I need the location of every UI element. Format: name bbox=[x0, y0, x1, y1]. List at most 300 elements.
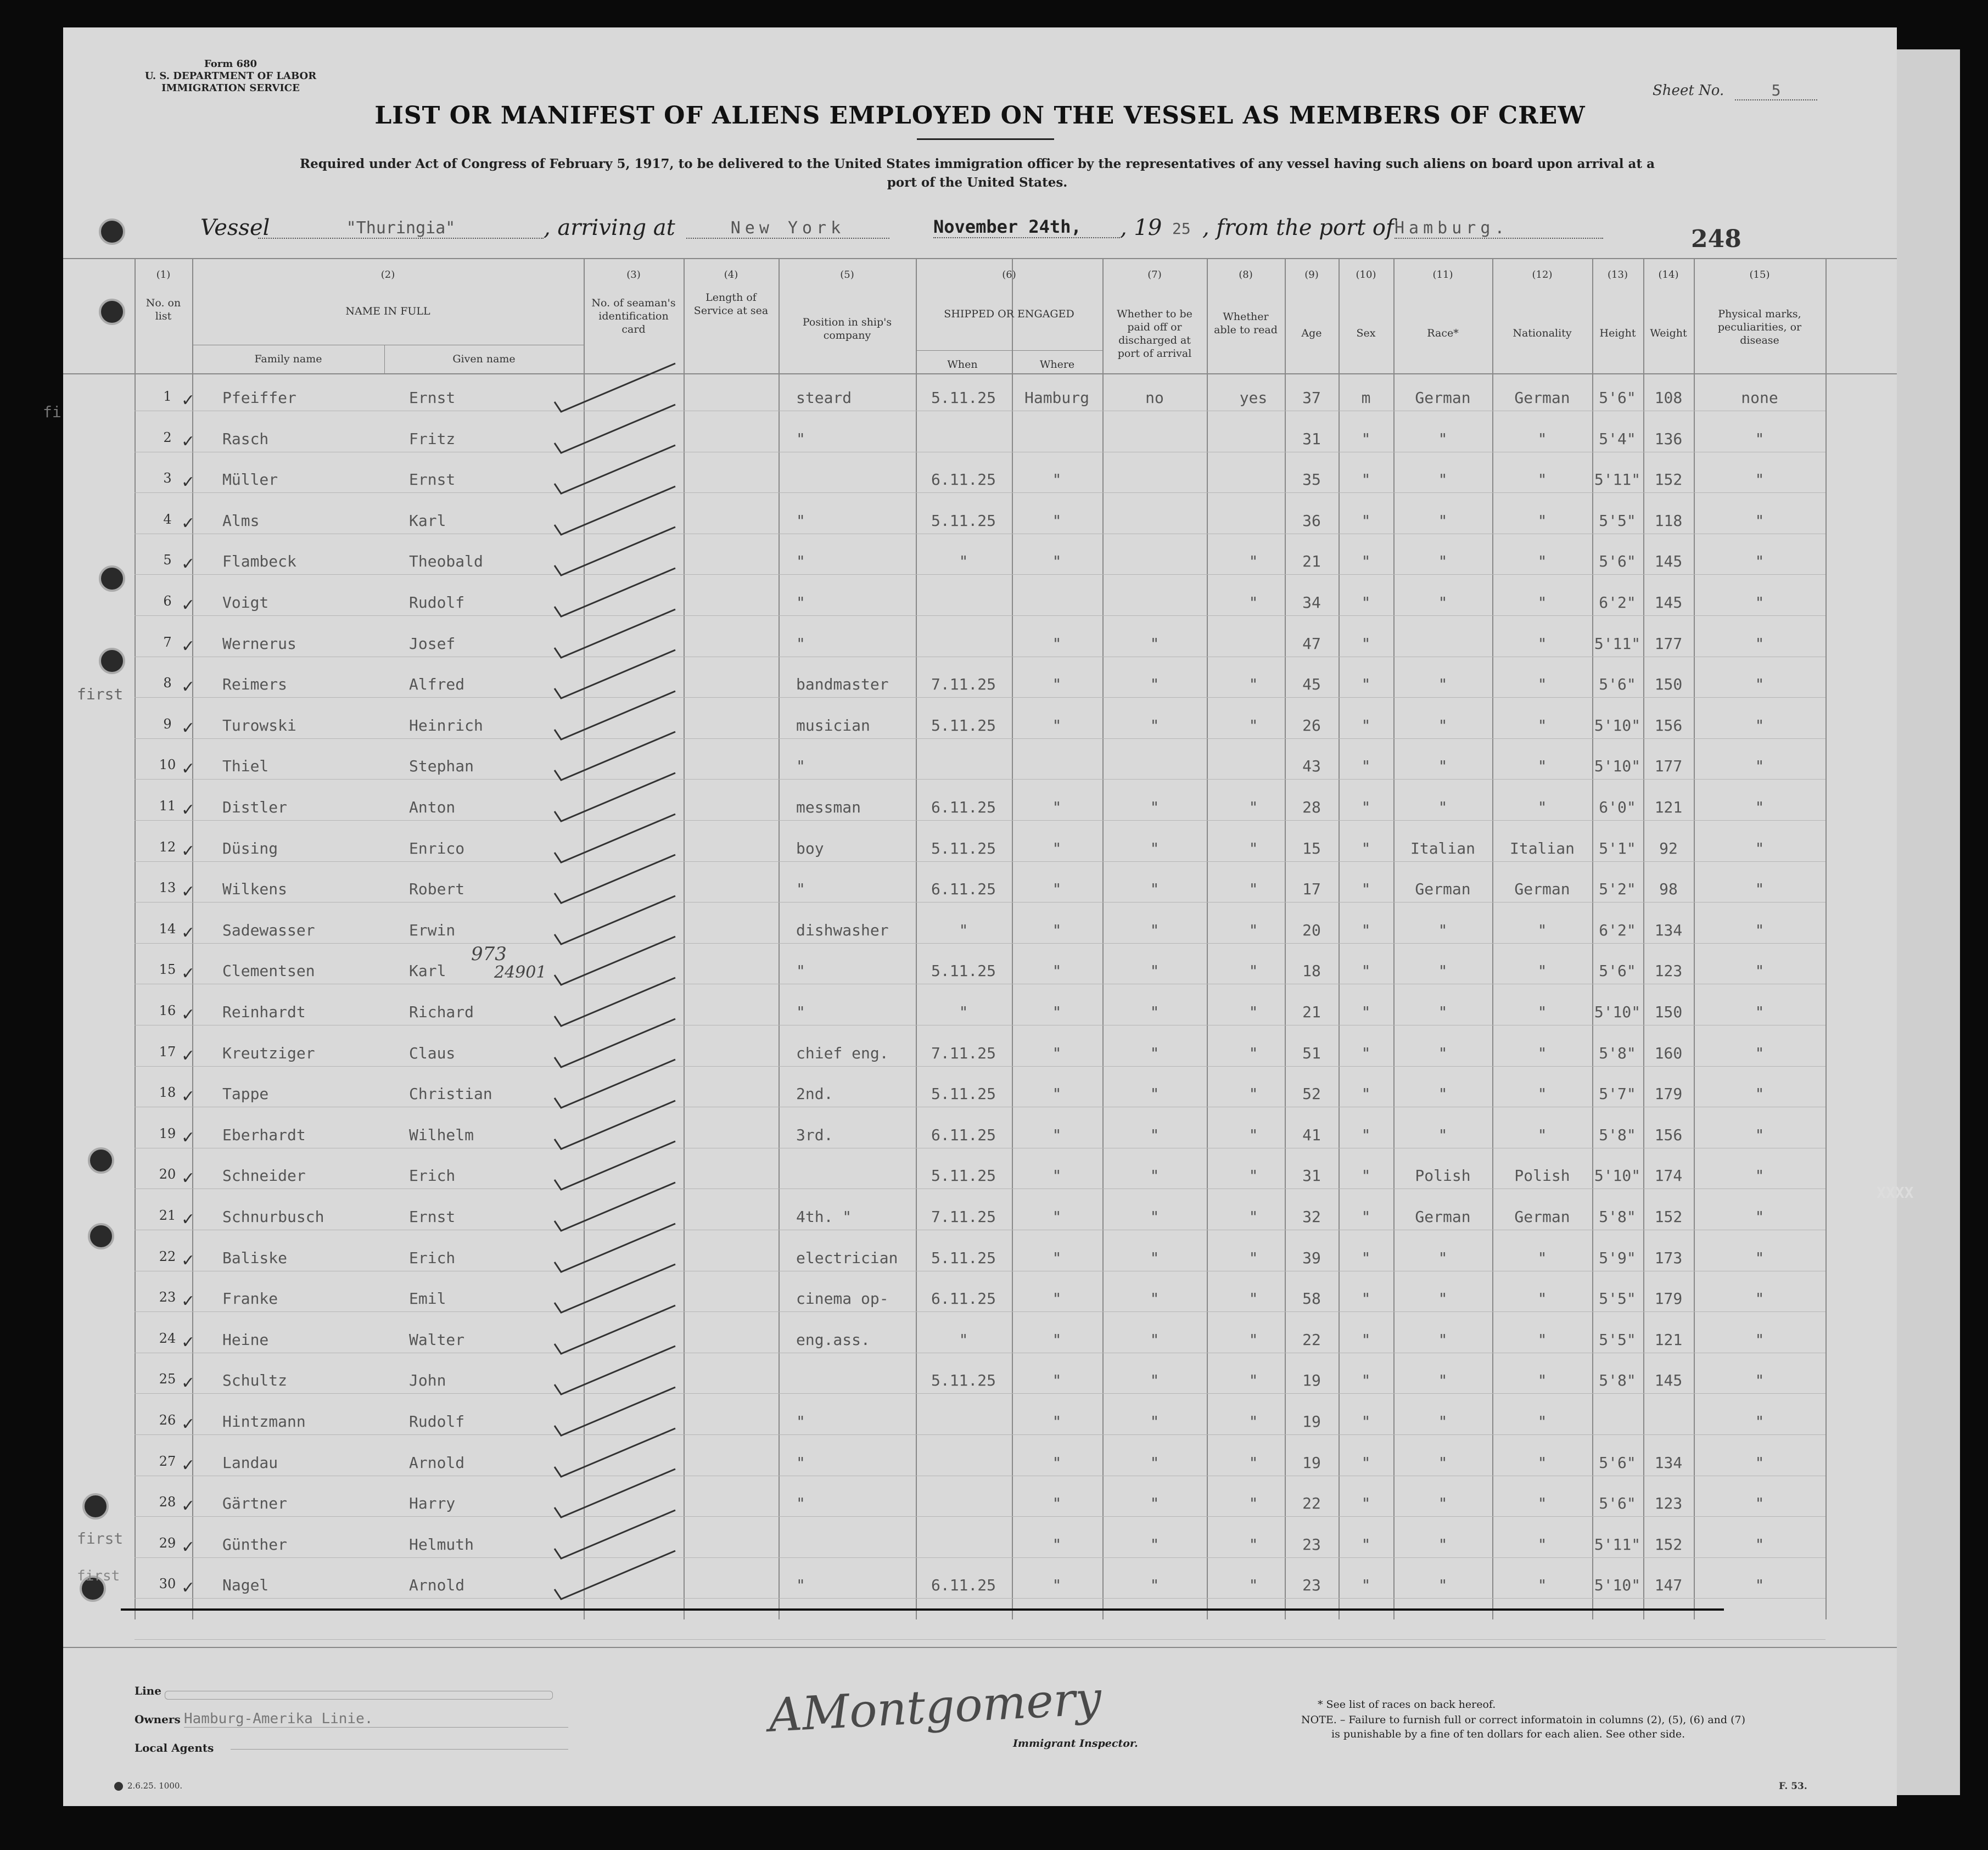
column-header: Whether to be paid off or discharged at port of arrival bbox=[1117, 308, 1192, 360]
owners-value: Hamburg-Amerika Linie. bbox=[184, 1711, 568, 1728]
shipped-subheader-rule bbox=[916, 350, 1102, 351]
table-cell-height: 6'2" bbox=[1599, 593, 1636, 612]
binder-hole bbox=[99, 299, 125, 325]
check-mark-icon bbox=[555, 1567, 576, 1589]
table-cell-paid: " bbox=[1150, 798, 1160, 816]
table-cell-weight: 150 bbox=[1654, 1003, 1683, 1021]
table-cell-nationality: " bbox=[1537, 921, 1547, 939]
table-cell-height: 5'6" bbox=[1599, 389, 1636, 407]
table-cell-given: Alfred bbox=[409, 675, 465, 693]
table-cell-age: 43 bbox=[1302, 757, 1321, 775]
service-name: IMMIGRATION SERVICE bbox=[161, 82, 300, 94]
table-cell-when: 6.11.25 bbox=[931, 880, 996, 898]
table-cell-no: 12 bbox=[159, 839, 176, 855]
column-header: NAME IN FULL bbox=[345, 305, 430, 317]
table-cell-height: 5'6" bbox=[1599, 962, 1636, 980]
table-cell-height: 5'5" bbox=[1599, 1331, 1636, 1349]
table-cell-where: " bbox=[1052, 921, 1062, 939]
table-cell-where: " bbox=[1052, 798, 1062, 816]
table-cell-race: " bbox=[1438, 757, 1448, 775]
table-cell-nationality: German bbox=[1514, 1208, 1570, 1226]
table-cell-when: 5.11.25 bbox=[931, 1371, 996, 1389]
table-cell-read: " bbox=[1248, 1494, 1258, 1512]
table-cell-race: " bbox=[1438, 1454, 1448, 1472]
table-cell-marks: " bbox=[1755, 1494, 1765, 1512]
column-header: No. on list bbox=[145, 297, 181, 322]
table-cell-read: " bbox=[1248, 1535, 1258, 1554]
table-cell-weight: 123 bbox=[1654, 1494, 1683, 1512]
table-cell-no: 7 bbox=[163, 635, 172, 650]
table-cell-marks: " bbox=[1755, 1249, 1765, 1267]
table-cell-marks: " bbox=[1755, 921, 1765, 939]
table-cell-weight: 179 bbox=[1654, 1290, 1683, 1308]
year-prefix: , 19 bbox=[1120, 215, 1162, 240]
table-cell-read: yes bbox=[1239, 389, 1268, 407]
table-cell-race: Italian bbox=[1410, 839, 1475, 857]
table-cell-position: chief eng. bbox=[796, 1044, 889, 1062]
table-cell-height: 5'9" bbox=[1599, 1249, 1636, 1267]
table-cell-weight: 92 bbox=[1659, 839, 1678, 857]
table-cell-family: Wilkens bbox=[222, 880, 288, 898]
table-cell-race: " bbox=[1438, 675, 1448, 693]
table-cell-given: Rudolf bbox=[409, 593, 465, 612]
table-cell-no: 29 bbox=[159, 1535, 176, 1551]
table-cell-family: Sadewasser bbox=[222, 921, 315, 939]
check-mark-icon bbox=[555, 912, 576, 934]
table-cell-marks: " bbox=[1755, 757, 1765, 775]
table-cell-no: 21 bbox=[159, 1208, 176, 1223]
table-cell-given: Erich bbox=[409, 1167, 456, 1185]
table-cell-when: " bbox=[959, 1331, 968, 1349]
table-cell-read: " bbox=[1248, 716, 1258, 735]
table-cell-position: electrician bbox=[796, 1249, 898, 1267]
table-cell-marks: " bbox=[1755, 798, 1765, 816]
column-subheader: Given name bbox=[452, 353, 516, 365]
table-cell-where: " bbox=[1052, 1085, 1062, 1103]
local-agents-label: Local Agents bbox=[135, 1741, 214, 1754]
table-cell-nationality: " bbox=[1537, 1535, 1547, 1554]
check-mark-icon bbox=[555, 748, 576, 770]
table-cell-where: " bbox=[1052, 1371, 1062, 1389]
table-cell-no: 19 bbox=[159, 1126, 176, 1141]
inspector-signature: AMontgomery bbox=[767, 1671, 1103, 1742]
table-cell-age: 15 bbox=[1302, 839, 1321, 857]
table-cell-read: " bbox=[1248, 1412, 1258, 1431]
table-cell-height: 5'11" bbox=[1594, 1535, 1641, 1554]
table-cell-family: Gärtner bbox=[222, 1494, 288, 1512]
table-cell-weight: 121 bbox=[1654, 798, 1683, 816]
column-number: (7) bbox=[1147, 269, 1162, 281]
table-cell-sex: " bbox=[1361, 921, 1371, 939]
table-cell-paid: " bbox=[1150, 1085, 1160, 1103]
table-cell-weight: 134 bbox=[1654, 1454, 1683, 1472]
check-mark-icon: ✓ bbox=[181, 759, 195, 778]
table-cell-age: 19 bbox=[1302, 1371, 1321, 1389]
table-cell-position: messman bbox=[796, 798, 861, 816]
table-cell-marks: " bbox=[1755, 593, 1765, 612]
table-cell-sex: " bbox=[1361, 512, 1371, 530]
column-number: (13) bbox=[1608, 269, 1628, 281]
table-cell-where: " bbox=[1052, 962, 1062, 980]
table-cell-nationality: " bbox=[1537, 962, 1547, 980]
table-cell-nationality: " bbox=[1537, 1249, 1547, 1267]
table-cell-where: " bbox=[1052, 839, 1062, 857]
table-cell-nationality: " bbox=[1537, 430, 1547, 448]
table-cell-given: Theobald bbox=[409, 552, 483, 570]
table-cell-no: 26 bbox=[159, 1412, 176, 1428]
table-cell-marks: none bbox=[1741, 389, 1778, 407]
form-identifier bbox=[132, 58, 329, 94]
table-cell-when: " bbox=[959, 921, 968, 939]
table-cell-position: " bbox=[796, 512, 805, 530]
table-cell-read: " bbox=[1248, 1371, 1258, 1389]
table-cell-when: 7.11.25 bbox=[931, 675, 996, 693]
table-cell-where: " bbox=[1052, 1290, 1062, 1308]
table-cell-read: " bbox=[1248, 1454, 1258, 1472]
check-mark-icon bbox=[555, 1199, 576, 1221]
table-cell-no: 13 bbox=[159, 880, 176, 895]
table-cell-where: " bbox=[1052, 1249, 1062, 1267]
table-cell-where: " bbox=[1052, 470, 1062, 489]
table-cell-race: " bbox=[1438, 962, 1448, 980]
table-cell-weight: 177 bbox=[1654, 635, 1683, 653]
table-cell-read: " bbox=[1248, 593, 1258, 612]
table-cell-age: 31 bbox=[1302, 1167, 1321, 1185]
table-cell-marks: " bbox=[1755, 1371, 1765, 1389]
table-cell-race: " bbox=[1438, 1576, 1448, 1594]
table-cell-where: " bbox=[1052, 675, 1062, 693]
table-cell-family: Günther bbox=[222, 1535, 288, 1554]
table-cell-marks: " bbox=[1755, 470, 1765, 489]
table-cell-height: 5'8" bbox=[1599, 1044, 1636, 1062]
table-cell-given: Ernst bbox=[409, 1208, 456, 1226]
table-cell-height: 5'5" bbox=[1599, 1290, 1636, 1308]
table-cell-family: Wernerus bbox=[222, 635, 296, 653]
table-cell-weight: 152 bbox=[1654, 1535, 1683, 1554]
table-cell-sex: " bbox=[1361, 1126, 1371, 1144]
table-cell-height: 5'10" bbox=[1594, 1576, 1641, 1594]
form-code: F. 53. bbox=[1779, 1781, 1807, 1792]
table-cell-height: 5'5" bbox=[1599, 512, 1636, 530]
local-agents-field bbox=[231, 1749, 568, 1750]
table-cell-height: 5'2" bbox=[1599, 880, 1636, 898]
check-mark-icon: ✓ bbox=[181, 1046, 195, 1066]
table-cell-weight: 152 bbox=[1654, 470, 1683, 489]
table-cell-weight: 179 bbox=[1654, 1085, 1683, 1103]
table-cell-race: " bbox=[1438, 430, 1448, 448]
table-cell-age: 34 bbox=[1302, 593, 1321, 612]
line-field bbox=[165, 1691, 553, 1700]
table-cell-where: Hamburg bbox=[1024, 389, 1089, 407]
table-cell-marks: " bbox=[1755, 880, 1765, 898]
race-footnote: * See list of races on back hereof. bbox=[1318, 1698, 1496, 1711]
table-cell-race: " bbox=[1438, 716, 1448, 735]
table-cell-race: German bbox=[1415, 880, 1471, 898]
table-cell-read: " bbox=[1248, 1576, 1258, 1594]
table-cell-when: 6.11.25 bbox=[931, 1290, 996, 1308]
table-cell-given: Ernst bbox=[409, 470, 456, 489]
penalty-note-cont: is punishable by a fine of ten dollars for each alien. See other side. bbox=[1331, 1728, 1685, 1740]
margin-note-fi: fi bbox=[43, 403, 61, 421]
print-code: 2.6.25. 1000. bbox=[127, 1781, 183, 1791]
inspector-label: Immigrant Inspector. bbox=[1013, 1737, 1138, 1750]
table-cell-marks: " bbox=[1755, 1208, 1765, 1226]
table-cell-given: Wilhelm bbox=[409, 1126, 474, 1144]
check-mark-icon bbox=[555, 1322, 576, 1344]
table-row-rule bbox=[135, 1639, 1825, 1640]
table-cell-family: Distler bbox=[222, 798, 288, 816]
table-cell-sex: m bbox=[1361, 389, 1371, 407]
table-cell-sex: " bbox=[1361, 635, 1371, 653]
table-cell-sex: " bbox=[1361, 1576, 1371, 1594]
table-cell-when: 6.11.25 bbox=[931, 470, 996, 489]
table-cell-paid: " bbox=[1150, 675, 1160, 693]
table-cell-marks: " bbox=[1755, 839, 1765, 857]
table-cell-position: " bbox=[796, 430, 805, 448]
table-cell-given: Rudolf bbox=[409, 1412, 465, 1431]
table-cell-weight: 121 bbox=[1654, 1331, 1683, 1349]
year-suffix: 25 bbox=[1172, 220, 1191, 238]
table-cell-read: " bbox=[1248, 798, 1258, 816]
table-cell-nationality: " bbox=[1537, 1494, 1547, 1512]
table-cell-paid: " bbox=[1150, 1290, 1160, 1308]
table-cell-no: 4 bbox=[163, 512, 172, 527]
table-cell-given: Heinrich bbox=[409, 716, 483, 735]
table-cell-given: Walter bbox=[409, 1331, 465, 1349]
check-mark-icon: ✓ bbox=[181, 432, 195, 451]
table-cell-race: " bbox=[1438, 1371, 1448, 1389]
from-port-label: , from the port of bbox=[1202, 215, 1394, 240]
table-cell-age: 21 bbox=[1302, 552, 1321, 570]
table-cell-when: 5.11.25 bbox=[931, 389, 996, 407]
binder-hole bbox=[99, 648, 125, 674]
table-cell-sex: " bbox=[1361, 880, 1371, 898]
column-number: (8) bbox=[1239, 269, 1253, 281]
table-cell-no: 25 bbox=[159, 1371, 176, 1387]
table-cell-race: " bbox=[1438, 798, 1448, 816]
table-cell-paid: " bbox=[1150, 1249, 1160, 1267]
table-cell-sex: " bbox=[1361, 1494, 1371, 1512]
table-cell-height: 5'11" bbox=[1594, 470, 1641, 489]
table-cell-read: " bbox=[1248, 1249, 1258, 1267]
table-cell-family: Landau bbox=[222, 1454, 278, 1472]
column-number: (14) bbox=[1658, 269, 1679, 281]
table-cell-weight: 134 bbox=[1654, 921, 1683, 939]
table-cell-nationality: " bbox=[1537, 552, 1547, 570]
column-number: (15) bbox=[1749, 269, 1770, 281]
table-cell-nationality: " bbox=[1537, 1126, 1547, 1144]
table-cell-family: Nagel bbox=[222, 1576, 269, 1594]
table-cell-when: " bbox=[959, 552, 968, 570]
table-cell-where: " bbox=[1052, 1412, 1062, 1431]
table-cell-no: 23 bbox=[159, 1290, 176, 1305]
table-cell-where: " bbox=[1052, 1494, 1062, 1512]
table-cell-nationality: " bbox=[1537, 470, 1547, 489]
table-cell-read: " bbox=[1248, 552, 1258, 570]
table-cell-family: Franke bbox=[222, 1290, 278, 1308]
table-cell-nationality: Polish bbox=[1514, 1167, 1570, 1185]
check-mark-icon: ✓ bbox=[181, 923, 195, 943]
table-cell-where: " bbox=[1052, 635, 1062, 653]
table-cell-family: Hintzmann bbox=[222, 1412, 306, 1431]
table-cell-marks: " bbox=[1755, 635, 1765, 653]
arriving-port: New York bbox=[686, 218, 889, 239]
table-cell-no: 15 bbox=[159, 962, 176, 977]
table-cell-no: 11 bbox=[159, 798, 176, 814]
column-header: Physical marks, peculiarities, or disease bbox=[1717, 308, 1802, 346]
table-cell-sex: " bbox=[1361, 1290, 1371, 1308]
table-cell-race: " bbox=[1438, 1331, 1448, 1349]
table-cell-nationality: " bbox=[1537, 716, 1547, 735]
table-cell-paid: " bbox=[1150, 1371, 1160, 1389]
table-cell-no: 27 bbox=[159, 1454, 176, 1469]
margin-note-first: first bbox=[77, 1568, 120, 1584]
table-top-rule bbox=[63, 258, 1897, 259]
table-cell-sex: " bbox=[1361, 593, 1371, 612]
table-cell-height: 5'4" bbox=[1599, 430, 1636, 448]
table-cell-age: 39 bbox=[1302, 1249, 1321, 1267]
table-cell-given: Helmuth bbox=[409, 1535, 474, 1554]
binder-hole bbox=[99, 565, 125, 592]
table-cell-given: Robert bbox=[409, 880, 465, 898]
table-cell-where: " bbox=[1052, 1454, 1062, 1472]
check-mark-icon: ✓ bbox=[181, 842, 195, 861]
table-cell-nationality: " bbox=[1537, 1044, 1547, 1062]
table-cell-height: 5'6" bbox=[1599, 675, 1636, 693]
table-cell-nationality: " bbox=[1537, 635, 1547, 653]
table-cell-race: " bbox=[1438, 1044, 1448, 1062]
table-cell-no: 30 bbox=[159, 1576, 176, 1591]
table-cell-paid: no bbox=[1145, 389, 1164, 407]
table-cell-age: 19 bbox=[1302, 1454, 1321, 1472]
table-cell-marks: " bbox=[1755, 1412, 1765, 1431]
table-cell-race: " bbox=[1438, 593, 1448, 612]
table-cell-marks: " bbox=[1755, 1085, 1765, 1103]
table-cell-no: 2 bbox=[163, 430, 172, 445]
check-mark-icon bbox=[555, 1158, 576, 1180]
handwritten-card-number: 973 bbox=[471, 943, 507, 965]
table-cell-position: " bbox=[796, 1003, 805, 1021]
table-cell-when: 5.11.25 bbox=[931, 1249, 996, 1267]
handwritten-card-number: 24901 bbox=[494, 963, 547, 982]
subtitle-line: port of the United States. bbox=[887, 175, 1068, 190]
table-cell-marks: " bbox=[1755, 1454, 1765, 1472]
check-mark-icon: ✓ bbox=[181, 882, 195, 901]
check-mark-icon bbox=[555, 1527, 576, 1549]
margin-note-first: first bbox=[77, 685, 124, 703]
table-cell-age: 36 bbox=[1302, 512, 1321, 530]
table-cell-sex: " bbox=[1361, 1044, 1371, 1062]
check-mark-icon: ✓ bbox=[181, 677, 195, 697]
check-mark-icon bbox=[555, 994, 576, 1016]
table-cell-position: " bbox=[796, 593, 805, 612]
binder-hole bbox=[82, 1493, 109, 1520]
table-cell-sex: " bbox=[1361, 757, 1371, 775]
table-cell-given: Karl bbox=[409, 512, 446, 530]
table-cell-where: " bbox=[1052, 552, 1062, 570]
table-cell-no: 16 bbox=[159, 1003, 176, 1018]
table-cell-sex: " bbox=[1361, 1208, 1371, 1226]
table-cell-marks: " bbox=[1755, 552, 1765, 570]
table-cell-marks: " bbox=[1755, 430, 1765, 448]
table-cell-no: 1 bbox=[163, 389, 172, 404]
table-cell-sex: " bbox=[1361, 1085, 1371, 1103]
table-cell-height: 5'6" bbox=[1599, 1494, 1636, 1512]
table-cell-nationality: " bbox=[1537, 1331, 1547, 1349]
table-cell-where: " bbox=[1052, 512, 1062, 530]
table-cell-height: 5'8" bbox=[1599, 1208, 1636, 1226]
table-cell-age: 37 bbox=[1302, 389, 1321, 407]
table-cell-nationality: " bbox=[1537, 1371, 1547, 1389]
table-cell-given: Karl bbox=[409, 962, 446, 980]
table-cell-race: " bbox=[1438, 552, 1448, 570]
table-cell-when: " bbox=[959, 1003, 968, 1021]
page-subtitle bbox=[231, 155, 1724, 192]
column-subheader: Where bbox=[1039, 358, 1075, 371]
binder-hole bbox=[99, 218, 125, 245]
from-port: Hamburg. bbox=[1395, 218, 1603, 239]
table-cell-sex: " bbox=[1361, 1249, 1371, 1267]
table-cell-position: " bbox=[796, 1454, 805, 1472]
table-cell-family: Schneider bbox=[222, 1167, 306, 1185]
table-cell-position: eng.ass. bbox=[796, 1331, 870, 1349]
check-mark-icon bbox=[555, 462, 576, 484]
column-number: (4) bbox=[724, 269, 738, 281]
check-mark-icon: ✓ bbox=[181, 473, 195, 492]
table-cell-age: 20 bbox=[1302, 921, 1321, 939]
column-header: Whether able to read bbox=[1214, 311, 1278, 336]
table-cell-position: bandmaster bbox=[796, 675, 889, 693]
check-mark-icon bbox=[555, 789, 576, 811]
table-cell-no: 6 bbox=[163, 593, 172, 609]
table-cell-no: 17 bbox=[159, 1044, 176, 1059]
sheet-number: 5 bbox=[1735, 81, 1817, 100]
table-cell-no: 10 bbox=[159, 757, 176, 772]
table-cell-race: " bbox=[1438, 470, 1448, 489]
table-header-rule bbox=[63, 373, 1897, 374]
sheet-number-label: Sheet No. bbox=[1653, 82, 1724, 99]
table-cell-weight: 145 bbox=[1654, 1371, 1683, 1389]
margin-note-xxxx: XXXX bbox=[1877, 1184, 1914, 1202]
table-cell-nationality: " bbox=[1537, 1576, 1547, 1594]
table-cell-height: 5'6" bbox=[1599, 552, 1636, 570]
column-header: Nationality bbox=[1513, 327, 1572, 339]
table-cell-paid: " bbox=[1150, 880, 1160, 898]
table-column-rule bbox=[1825, 258, 1827, 1619]
table-cell-marks: " bbox=[1755, 512, 1765, 530]
table-cell-age: 21 bbox=[1302, 1003, 1321, 1021]
table-cell-where: " bbox=[1052, 1167, 1062, 1185]
table-cell-weight: 145 bbox=[1654, 593, 1683, 612]
table-cell-weight: 173 bbox=[1654, 1249, 1683, 1267]
check-mark-icon bbox=[555, 666, 576, 688]
table-cell-position: 3rd. bbox=[796, 1126, 833, 1144]
table-cell-when: 5.11.25 bbox=[931, 962, 996, 980]
table-cell-no: 8 bbox=[163, 675, 172, 691]
column-number: (9) bbox=[1304, 269, 1319, 281]
table-cell-position: cinema op- bbox=[796, 1290, 889, 1308]
page-number: 248 bbox=[1691, 225, 1741, 253]
table-cell-read: " bbox=[1248, 1208, 1258, 1226]
table-cell-height: 5'7" bbox=[1599, 1085, 1636, 1103]
table-cell-height: 5'6" bbox=[1599, 1454, 1636, 1472]
table-cell-race: " bbox=[1438, 1003, 1448, 1021]
check-mark-icon bbox=[555, 953, 576, 975]
check-mark-icon bbox=[555, 585, 576, 607]
table-cell-where: " bbox=[1052, 1126, 1062, 1144]
table-cell-weight: 123 bbox=[1654, 962, 1683, 980]
title-rule bbox=[917, 138, 1054, 140]
